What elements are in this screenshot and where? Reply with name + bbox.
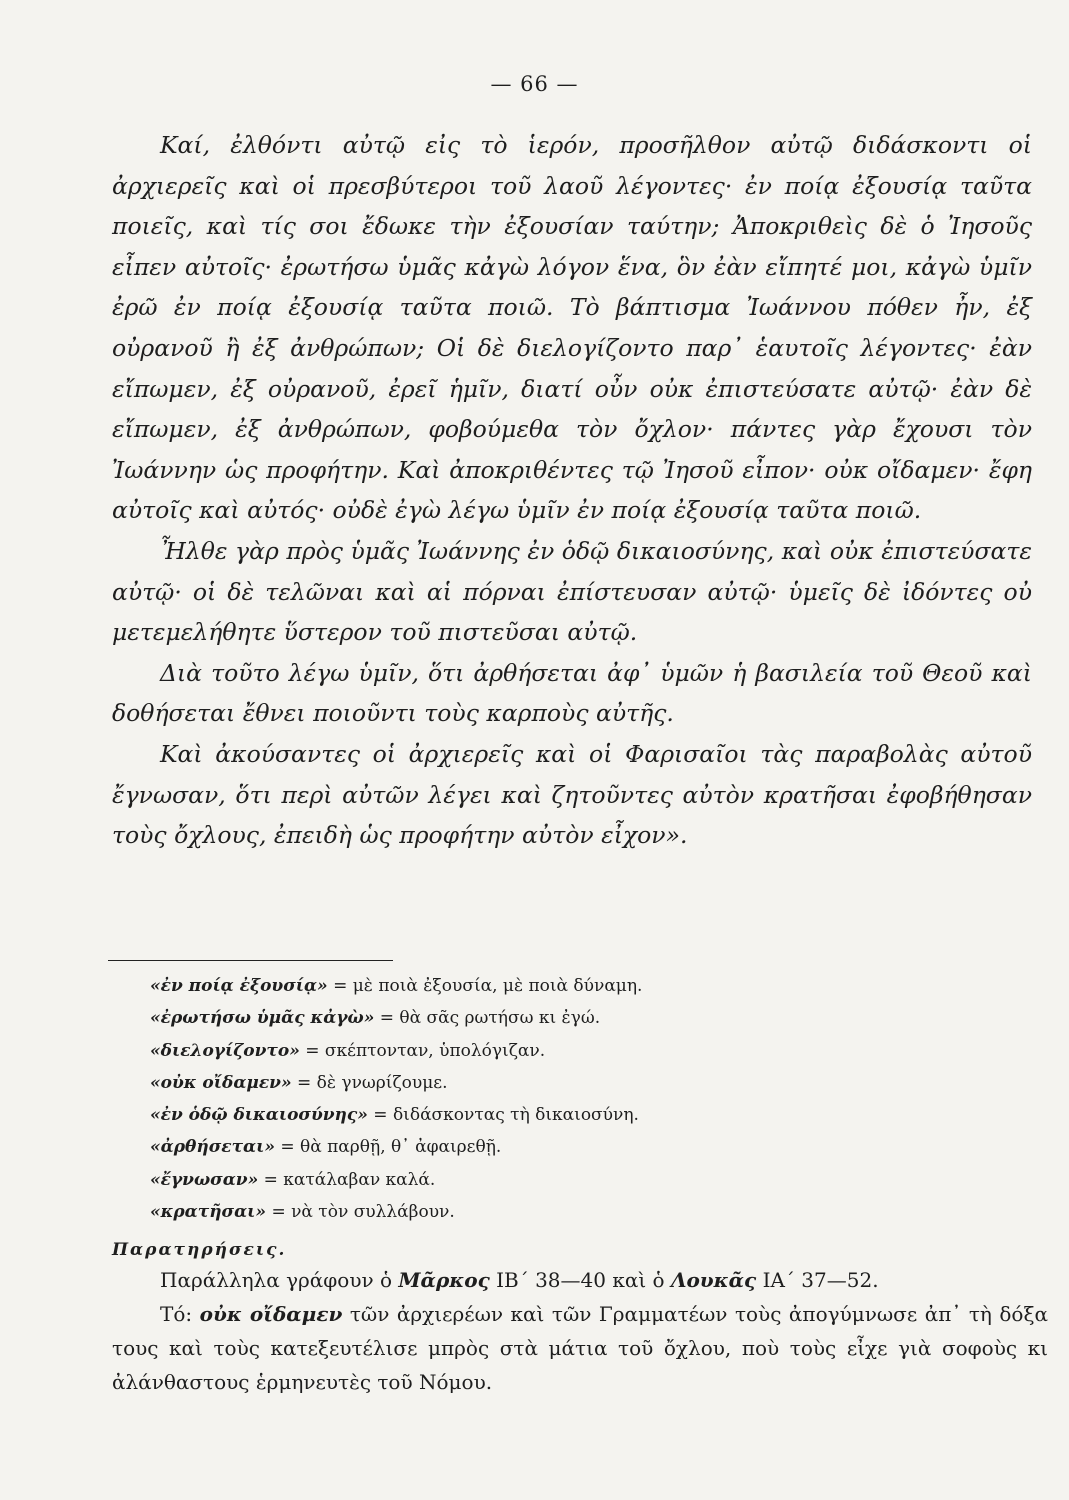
notes-paragraph-1 bbox=[112, 1263, 1048, 1297]
glossary-meaning: θὰ σᾶς ρωτήσω κι ἐγώ. bbox=[399, 1008, 601, 1029]
notes-text: ΙΒ´ 38—40 καὶ ὁ bbox=[489, 1268, 671, 1292]
glossary-row bbox=[150, 970, 970, 1002]
gospel-name-mark: Μᾶρκος bbox=[398, 1268, 490, 1292]
paragraph-4: Καὶ ἀκούσαντες οἱ ἀρχιερεῖς καὶ οἱ Φαρισαῖοι τὰς παραβολὰς αὐτοῦ ἔγνωσαν, ὅτι περὶ αὐτῶν λέγει καὶ ζητοῦντες αὐτὸν κρατῆσαι ἐφοβήθησαν τοὺς ὄχλους, ἐπειδὴ ὡς προφήτην αὐτὸν εἶχον». bbox=[112, 739, 1032, 850]
notes-paragraph-2 bbox=[112, 1297, 1048, 1399]
glossary-meaning: θὰ παρθῇ, θ᾽ ἀφαιρεθῇ. bbox=[300, 1137, 502, 1158]
equals-sign: = bbox=[297, 1072, 312, 1093]
glossary-term: «ἀρθήσεται» bbox=[150, 1137, 275, 1158]
paragraph-3: Διὰ τοῦτο λέγω ὑμῖν, ὅτι ἀρθήσεται ἀφ᾽ ὑμῶν ἡ βασιλεία τοῦ Θεοῦ καὶ δοθήσεται ἔθνει ποιοῦντι τοὺς καρποὺς αὐτῆς. bbox=[112, 658, 1032, 728]
glossary-meaning: κατάλαβαν καλά. bbox=[283, 1169, 436, 1190]
notes-text: Παράλληλα γράφουν ὁ bbox=[160, 1268, 399, 1292]
paragraph-2: Ἦλθε γὰρ πρὸς ὑμᾶς Ἰωάννης ἐν ὁδῷ δικαιοσύνης, καὶ οὐκ ἐπιστεύσατε αὐτῷ· οἱ δὲ τελῶναι καὶ αἱ πόρναι ἐπίστευσαν αὐτῷ· ὑμεῖς δὲ ἰδόντες οὐ μετεμελήθητε ὕστερον τοῦ πιστεῦσαι αὐτῷ. bbox=[112, 536, 1032, 647]
notes-section bbox=[112, 1263, 1048, 1399]
emphasized-phrase: οὐκ οἴδαμεν bbox=[199, 1302, 343, 1326]
equals-sign: = bbox=[280, 1137, 295, 1158]
glossary-row bbox=[150, 1099, 970, 1131]
glossary-meaning: διδάσκοντας τὴ δικαιοσύνη. bbox=[392, 1105, 639, 1126]
equals-sign: = bbox=[271, 1202, 286, 1223]
glossary-term: «ἔγνωσαν» bbox=[150, 1169, 259, 1190]
notes-heading: Παρατηρήσεις. bbox=[112, 1240, 287, 1260]
glossary-term: «ἐν ὁδῷ δικαιοσύνης» bbox=[150, 1105, 368, 1126]
equals-sign: = bbox=[305, 1040, 320, 1061]
glossary-row bbox=[150, 1067, 970, 1099]
gospel-name-luke: Λουκᾶς bbox=[670, 1268, 757, 1292]
footnote-divider bbox=[108, 960, 393, 961]
glossary-term: «ἐν ποίᾳ ἐξουσίᾳ» bbox=[150, 976, 328, 996]
equals-sign: = bbox=[333, 976, 348, 996]
glossary bbox=[150, 970, 970, 1228]
glossary-meaning: νὰ τὸν συλλάβουν. bbox=[291, 1202, 455, 1223]
paragraph-1: Καί, ἐλθόντι αὐτῷ εἰς τὸ ἱερόν, προσῆλθον αὐτῷ διδάσκοντι οἱ ἀρχιερεῖς καὶ οἱ πρεσβύτεροι τοῦ λαοῦ λέγοντες· ἐν ποίᾳ ἐξουσίᾳ ταῦτα ποιεῖς, καὶ τίς σοι ἔδωκε τὴν ἐξουσίαν ταύτην; Ἀποκριθεὶς δὲ ὁ Ἰησοῦς εἶπεν αὐτοῖς· ἐρωτήσω ὑμᾶς κἀγὼ λόγον ἕνα, ὃν ἐὰν εἴπητέ μοι, κἀγὼ ὑμῖν ἐρῶ ἐν ποίᾳ ἐξουσίᾳ ταῦτα ποιῶ. Τὸ βάπτισμα Ἰωάννου πόθεν ἦν, ἐξ οὐρανοῦ ἢ ἐξ ἀνθρώπων; Οἱ δὲ διελογίζοντο παρ᾽ ἑαυτοῖς λέγοντες· ἐὰν εἴπωμεν, ἐξ οὐρανοῦ, ἐρεῖ ἡμῖν, διατί οὖν οὐκ ἐπιστεύσατε αὐτῷ· ἐὰν δὲ εἴπωμεν, ἐξ ἀνθρώπων, φοβούμεθα τὸν ὄχλον· πάντες γὰρ ἔχουσι τὸν Ἰωάννην ὡς προφήτην. Καὶ ἀποκριθέντες τῷ Ἰησοῦ εἶπον· οὐκ οἴδαμεν· ἔφη αὐτοῖς καὶ αὐτός· οὐδὲ ἐγὼ λέγω ὑμῖν ἐν ποίᾳ ἐξουσίᾳ ταῦτα ποιῶ. bbox=[112, 131, 1032, 525]
glossary-row bbox=[150, 1196, 970, 1228]
equals-sign: = bbox=[263, 1169, 278, 1190]
equals-sign: = bbox=[373, 1105, 388, 1126]
glossary-row bbox=[150, 1131, 970, 1163]
glossary-row bbox=[150, 1164, 970, 1196]
glossary-term: «διελογίζοντο» bbox=[150, 1040, 300, 1061]
notes-text: ΙΑ´ 37—52. bbox=[756, 1268, 879, 1292]
glossary-term: «οὐκ οἴδαμεν» bbox=[150, 1072, 292, 1093]
glossary-row bbox=[150, 1035, 970, 1067]
glossary-row bbox=[150, 1002, 970, 1034]
glossary-term: «κρατῆσαι» bbox=[150, 1202, 267, 1223]
notes-text: Τό: bbox=[160, 1302, 200, 1326]
scripture-text bbox=[112, 125, 1032, 856]
equals-sign: = bbox=[379, 1008, 394, 1029]
page-number: — 66 — bbox=[490, 72, 579, 96]
glossary-meaning: μὲ ποιὰ ἐξουσία, μὲ ποιὰ δύναμη. bbox=[352, 976, 643, 996]
glossary-term: «ἐρωτήσω ὑμᾶς κἀγὼ» bbox=[150, 1008, 375, 1029]
notes-text: τῶν ἀρχιερέων καὶ τῶν Γραμματέων τοὺς ἀπογύμνωσε ἀπ᾽ τὴ δόξα τους καὶ τοὺς κατεξευτέλισε μπρὸς στὰ μάτια τοῦ ὄχλου, ποὺ τοὺς εἶχε γιὰ σοφοὺς κι ἀλάνθαστους ἑρμηνευτὲς τοῦ Νόμου. bbox=[112, 1302, 1048, 1394]
glossary-meaning: σκέπτονταν, ὑπολόγιζαν. bbox=[324, 1040, 546, 1061]
glossary-meaning: δὲ γνωρίζουμε. bbox=[316, 1072, 448, 1093]
